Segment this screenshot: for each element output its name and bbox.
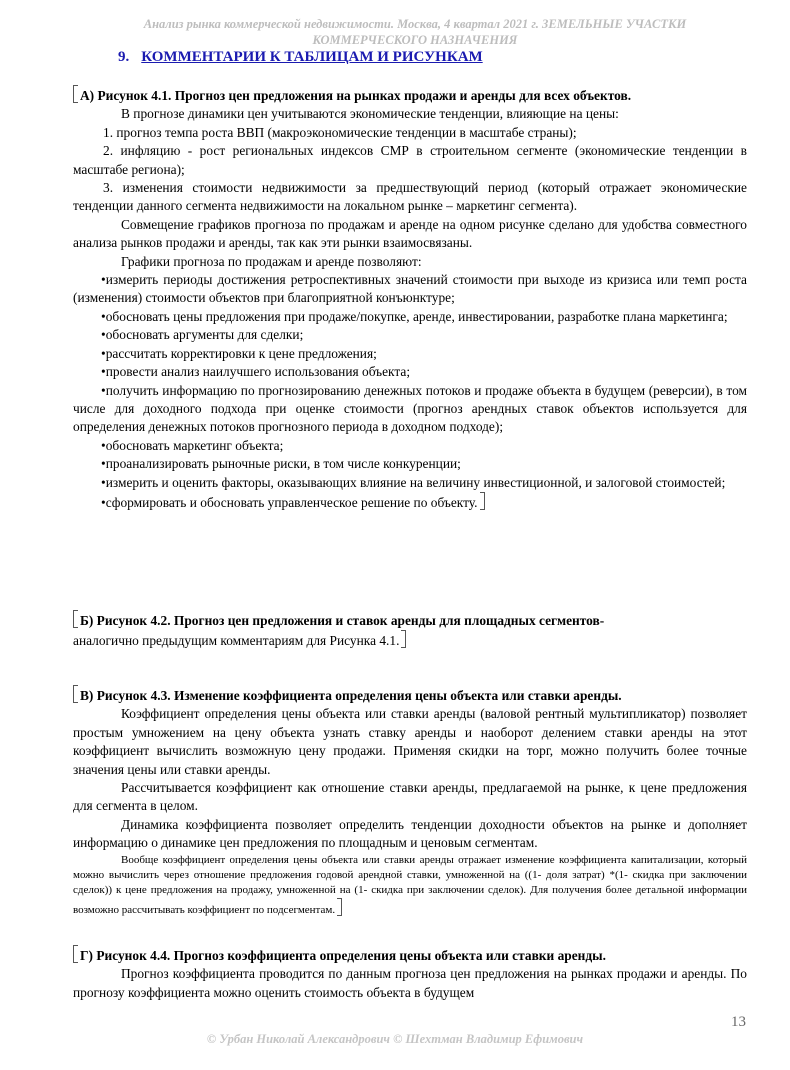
bullet-item: •получить информацию по прогнозированию денежных потоков и продаже объекта в будущем (реверсии), в том числе для доходного подхода при оценке стоимости (прогноз арендных ставок объектов используется для определения денежных потоков прогнозного периода в доходном подходе);	[73, 382, 747, 435]
paragraph: Прогноз коэффициента проводится по данным прогноза цен предложения на рынках продажи и аренды. По прогнозу коэффициента можно оценить стоимость объекта в будущем	[73, 966, 747, 1000]
bullet-icon: •	[101, 494, 106, 510]
paragraph: Рассчитывается коэффициент как отношение ставки аренды, предлагаемой на рынке, к цене предложения для сегмента в целом.	[73, 780, 747, 814]
section-c	[73, 685, 747, 918]
section-a-heading: А) Рисунок 4.1. Прогноз цен предложения на рынках продажи и аренды для всех объектов.	[73, 85, 747, 105]
section-b	[73, 610, 747, 651]
comment-bracket-open	[73, 945, 78, 963]
paragraph: Совмещение графиков прогноза по продажам и аренде на одном рисунке сделано для удобства совместного анализа рынков продажи и аренды, так как эти рынки взаимосвязаны.	[73, 216, 747, 251]
page-number: 13	[731, 1014, 746, 1030]
header-line-2: КОММЕРЧЕСКОГО НАЗНАЧЕНИЯ	[312, 33, 518, 47]
bullet-item: •рассчитать корректировки к цене предложения;	[101, 345, 377, 361]
comment-bracket-open	[73, 85, 78, 103]
bullet-item: •провести анализ наилучшего использования объекта;	[101, 364, 411, 380]
comment-bracket-close	[401, 630, 406, 648]
bullet-icon: •	[101, 456, 106, 472]
header-line-1: Анализ рынка коммерческой недвижимости. Москва, 4 квартал 2021 г. ЗЕМЕЛЬНЫЕ УЧАСТКИ	[143, 17, 687, 31]
section-d	[73, 945, 747, 1002]
paragraph: Графики прогноза по продажам и аренде позволяют:	[121, 253, 422, 269]
comment-bracket-close	[480, 492, 485, 510]
bullet-icon: •	[101, 308, 106, 324]
list-item: 1. прогноз темпа роста ВВП (макроэкономические тенденции в масштабе страны);	[103, 124, 577, 140]
running-header	[110, 16, 720, 48]
section-title-link[interactable]: КОММЕНТАРИИ К ТАБЛИЦАМ И РИСУНКАМ	[141, 49, 483, 65]
section-number: 9.	[118, 49, 130, 65]
section-heading	[118, 49, 483, 66]
paragraph: Динамика коэффициента позволяет определить тенденции доходности объектов на рынке и дополняет информацию о динамике цен предложения по площадным и ценовым сегментам.	[73, 816, 747, 851]
bullet-icon: •	[101, 437, 106, 453]
comment-bracket-open	[73, 610, 78, 628]
list-item: 2. инфляцию - рост региональных индексов СМР в строительном сегменте (экономические тенденции в масштабе региона);	[73, 143, 747, 177]
bullet-item: •сформировать и обосновать управленческое решение по объекту.	[73, 492, 747, 512]
small-note: Вообще коэффициент определения цены объекта или ставки аренды отражает изменение коэффициента капитализации, который можно вычислить через отношение предложения годовой арендной ставки, умноженной на ((1- доля затрат) *(1- скидка при заключении сделок)) к цене предложения на продажу, умноженной на (1- скидка при заключении сделок). Для получения более детальной информации возможно рассчитывать коэффициент по подсегментам.	[73, 853, 747, 917]
section-b-heading: Б) Рисунок 4.2. Прогноз цен предложения и ставок аренды для площадных сегментов-	[73, 610, 747, 630]
bullet-icon: •	[101, 345, 106, 361]
bullet-icon: •	[101, 272, 106, 288]
comment-bracket-close	[337, 898, 342, 916]
bullet-icon: •	[101, 474, 106, 490]
section-a	[73, 85, 747, 512]
bullet-item: •проанализировать рыночные риски, в том числе конкуренции;	[101, 456, 461, 472]
bullet-icon: •	[101, 327, 106, 343]
bullet-icon: •	[101, 364, 106, 380]
bullet-item: •обосновать аргументы для сделки;	[101, 327, 304, 343]
list-item: 3. изменения стоимости недвижимости за предшествующий период (который отражает экономические тенденции данного сегмента недвижимости на локальном рынке – маркетинг сегмента).	[73, 180, 747, 214]
bullet-icon: •	[101, 382, 106, 398]
section-c-heading: В) Рисунок 4.3. Изменение коэффициента определения цены объекта или ставки аренды.	[73, 685, 747, 705]
section-d-heading: Г) Рисунок 4.4. Прогноз коэффициента определения цены объекта или ставки аренды.	[73, 945, 747, 965]
paragraph: Коэффициент определения цены объекта или ставки аренды (валовой рентный мультипликатор) позволяет простым умножением на цену объекта узнать ставку аренды и наоборот делением ставки аренды на этот коэффициент вычислить возможную цену продажи. Применяя скидки на торг, можно получить более точные значения цены или ставки аренды.	[73, 706, 747, 777]
paragraph: аналогично предыдущим комментариям для Рисунка 4.1.	[73, 630, 747, 650]
bullet-item: •обосновать маркетинг объекта;	[101, 437, 284, 453]
bullet-item: •обосновать цены предложения при продаже/покупке, аренде, инвестировании, разработке плана маркетинга;	[101, 308, 728, 324]
running-footer: © Урбан Николай Александрович © Шехтман Владимир Ефимович	[206, 1032, 584, 1046]
comment-bracket-open	[73, 685, 78, 703]
section-a-intro: В прогнозе динамики цен учитываются экономические тенденции, влияющие на цены:	[121, 106, 619, 122]
bullet-item: •измерить периоды достижения ретроспективных значений стоимости при выходе из кризиса или темп роста (изменения) стоимости объектов при благоприятной конъюнктуре;	[73, 272, 747, 306]
bullet-item: •измерить и оценить факторы, оказывающих влияние на величину инвестиционной, и залоговой стоимостей;	[101, 474, 726, 490]
